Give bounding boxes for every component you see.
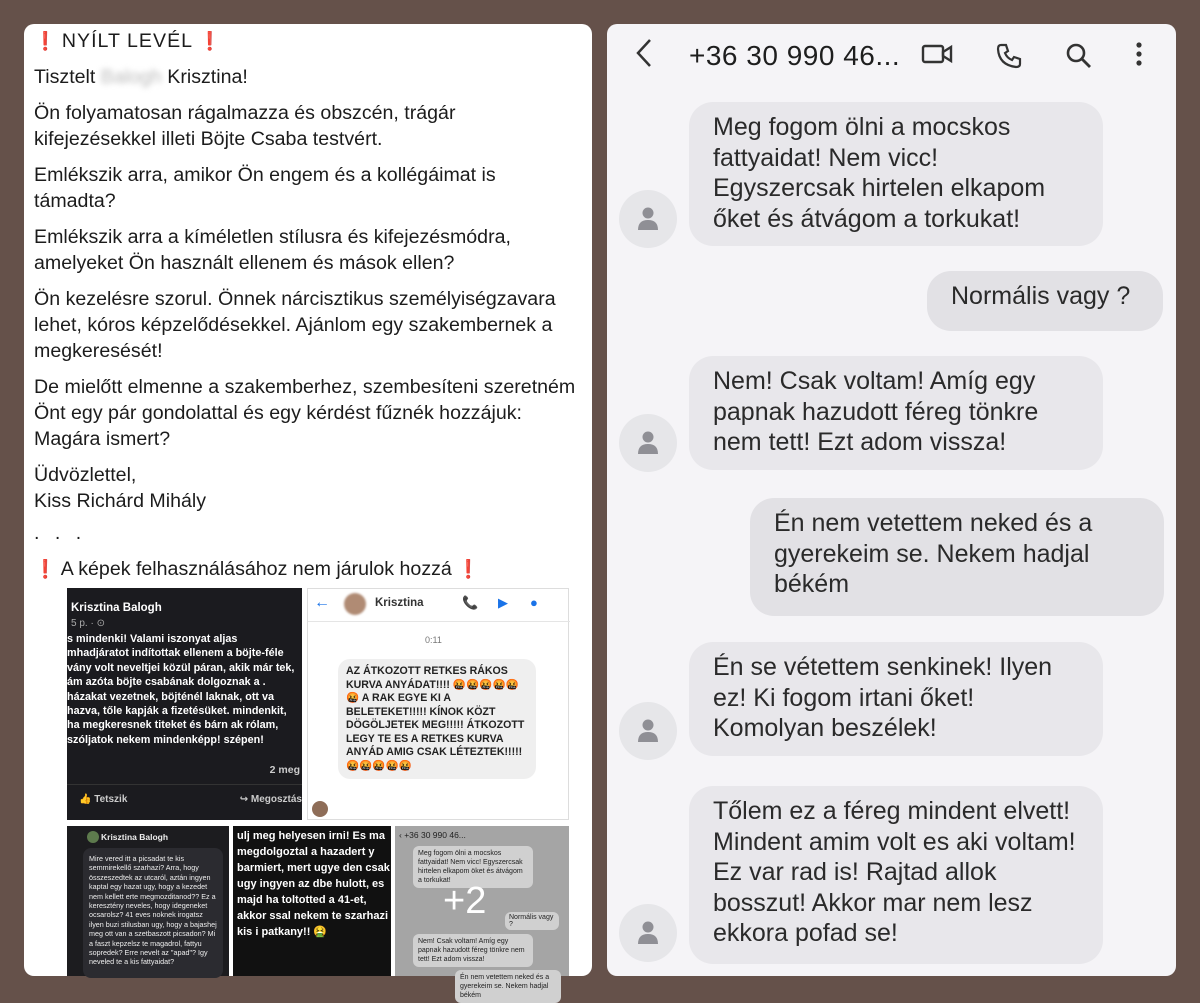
exclamation-icon: ❗ xyxy=(34,559,57,579)
chat-message: ulj meg helyesen irni! Es ma megdolgoztal a hazadert y barmiert, mert ugye den csak ugy ingyen az dbe hulott, es majd ha toltotted a 41-et, akkor ssal nekem te szarhazi kis i patkany!! 🤮 xyxy=(237,830,390,938)
letter-title: NYÍLT LEVÉL xyxy=(61,30,194,52)
sms-thumb-bubble: Meg fogom ölni a mocskos fattyaidat! Nem vicc! Egyszercsak hirtelen elkapom öket és átvágom a torkukat! xyxy=(413,846,533,888)
chat-author: Krisztina Balogh xyxy=(101,832,169,842)
exclamation-icon: ❗ xyxy=(198,31,221,51)
image-messenger-chat[interactable] xyxy=(307,588,569,820)
phone-icon: 📞 xyxy=(462,595,479,610)
exclamation-icon: ❗ xyxy=(457,559,480,579)
image-dark-chat[interactable] xyxy=(67,826,229,976)
video-call-icon[interactable] xyxy=(921,42,953,71)
blurred-surname: Balogh xyxy=(100,66,162,88)
post-actions xyxy=(67,784,302,813)
letter-paragraph: Ön kezelésre szorul. Önnek nárcisztikus személyiségzavara lehet, kóros képzelődésekkel. Ajánlom egy szakembernek a megkeresését! xyxy=(34,288,556,362)
avatar xyxy=(344,593,366,615)
share-count: 2 meg xyxy=(269,764,300,776)
sms-top-bar xyxy=(607,24,1176,88)
ellipsis: . . . xyxy=(34,522,87,544)
incoming-message: Én se vétettem senkinek! Ilyen ez! Ki fogom irtani őket! Komolyan beszélek! xyxy=(689,642,1103,756)
sms-conversation-screenshot xyxy=(607,24,1176,976)
message-bubble: AZ ÁTKOZOTT RETKES RÁKOS KURVA ANYÁDAT!!!! 🤬🤬🤬🤬🤬🤬 A RAK EGYE KI A BELETEKET!!!!! KÍNOK KÖZT DÖGÖLJETEK MEG!!!!! ÁTKOZOTT LEGY TE ES A RETKES KURVA ANYÁD AMIG CSAK LÉTEZTEK!!!!!🤬🤬🤬🤬🤬 xyxy=(338,659,536,779)
greeting-prefix: Tisztelt xyxy=(34,66,96,88)
greeting xyxy=(34,64,579,90)
letter-heading xyxy=(34,28,579,54)
greeting-suffix: Krisztina! xyxy=(167,66,248,88)
image-facebook-post[interactable] xyxy=(67,588,302,820)
letter-closing xyxy=(34,462,579,514)
notice-text: A képek felhasználásához nem járulok hozzá xyxy=(60,558,452,580)
signature: Kiss Richárd Mihály xyxy=(34,490,207,512)
back-arrow-icon: ← xyxy=(314,594,330,611)
attached-images xyxy=(67,588,569,999)
share-button[interactable]: ↪ Megosztás xyxy=(239,794,302,805)
avatar xyxy=(312,801,328,817)
contact-avatar xyxy=(619,904,677,962)
contact-avatar xyxy=(619,190,677,248)
outgoing-message: Én nem vetettem neked és a gyerekeim se. Nekem hadjal békém xyxy=(750,498,1164,616)
share-label: Megosztás xyxy=(250,794,302,805)
post-body: s mindenki! Valami iszonyat aljas mhadjáratot indítottak ellenem a böjte-féle vány volt neveltjei közül páran, akik már tek, ám azóta böjte csabának dolgoznak a . házakat vezetnek, böjténél laknak, ott va hazva, tőle kapják a fizetésüket. mindenkit, ha megkeresnek titeket és bárn ak rólam, szóljatok nekem mindenképp! szépen! xyxy=(67,633,295,746)
incoming-message: Tőlem ez a féreg mindent elvett! Mindent amim volt es aki voltam! Ez var rad is! Rajtad allok bosszut! Akkor mar nem lesz ekkora pofad se! xyxy=(689,786,1103,964)
copyright-notice xyxy=(34,556,579,582)
incoming-message: Meg fogom ölni a mocskos fattyaidat! Nem vicc! Egyszercsak hirtelen elkapom őket és átvágom a torkukat! xyxy=(689,102,1103,246)
video-call-icon: ▶ xyxy=(498,595,508,610)
chat-message: Mire vered itt a picsadat te kis semmirekellő szarhazi? Arra, hogy összeszedtek az utcaról, aztán ingyen kaptal egy hazat ugy, hogy a kezedet nem kellett erte megmozditanod?? Ez a keresztény neveles, hogy idegeneket ocsarolsz? 41 eves noknek irogatsz ilyen buzi stilusban ugy, hogy a bajashej meg ott van a szetbaszott picsadon? Mi a faszt kepzelsz te magadrol, fattyu sopredek? Erre nevelt az "apad"? Igy neveled te a kis fattyaidat? xyxy=(83,848,223,978)
letter-paragraph: De mielőtt elmenne a szakemberhez, szembesíteni szeretném Önt egy pár gondolattal és egy kérdést fűznék hozzájuk: Magára ismert? xyxy=(34,376,576,450)
sms-thumb-header: ‹ +36 30 990 46... xyxy=(399,830,466,840)
outgoing-message: Normális vagy ? xyxy=(927,271,1163,331)
image-sms-more[interactable] xyxy=(395,826,569,999)
post-meta: 5 p. · ⊙ xyxy=(71,618,105,629)
avatar xyxy=(87,831,99,843)
like-label: Tetszik xyxy=(94,794,128,805)
post-author: Krisztina Balogh xyxy=(71,602,162,614)
search-icon[interactable] xyxy=(1065,42,1093,75)
sms-thumb-bubble: Én nem vetettem neked és a gyerekeim se. Nekem hadjal békém xyxy=(455,970,561,1003)
phone-icon[interactable] xyxy=(995,42,1023,75)
exclamation-icon: ❗ xyxy=(34,31,57,51)
facebook-post-screenshot xyxy=(24,24,592,999)
like-button[interactable]: 👍 Tetszik xyxy=(79,794,128,805)
sms-thumb-bubble: Normális vagy ? xyxy=(505,912,559,930)
back-arrow-icon[interactable] xyxy=(635,38,653,74)
letter-paragraph: Emlékszik arra a kíméletlen stílusra és kifejezésmódra, amelyeket Ön használt ellenem és mások ellen? xyxy=(34,226,511,274)
contact-name: Krisztina xyxy=(375,597,424,609)
letter-paragraph: Ön folyamatosan rágalmazza és obszcén, trágár kifejezésekkel illeti Böjte Csaba testvért. xyxy=(34,102,456,150)
info-icon: ● xyxy=(530,595,538,610)
sms-thumb-bubble: Nem! Csak voltam! Amíg egy papnak hazudott féreg tönkre nem tett! Ezt adom vissza! xyxy=(413,934,533,967)
messenger-header xyxy=(308,589,570,622)
contact-phone-number: +36 30 990 46... xyxy=(689,40,901,71)
contact-avatar xyxy=(619,414,677,472)
more-vert-icon[interactable] xyxy=(1135,40,1143,72)
contact-avatar xyxy=(619,702,677,760)
timestamp: 0:11 xyxy=(425,635,442,645)
open-letter xyxy=(34,28,579,582)
image-dark-text[interactable] xyxy=(233,826,391,976)
letter-paragraph: Emlékszik arra, amikor Ön engem és a kollégáimat is támadta? xyxy=(34,164,496,212)
more-images-count[interactable]: +2 xyxy=(443,880,487,922)
incoming-message: Nem! Csak voltam! Amíg egy papnak hazudott féreg tönkre nem tett! Ezt adom vissza! xyxy=(689,356,1103,470)
closing-text: Üdvözlettel, xyxy=(34,464,137,486)
sms-thumb-number: +36 30 990 46... xyxy=(404,830,466,840)
